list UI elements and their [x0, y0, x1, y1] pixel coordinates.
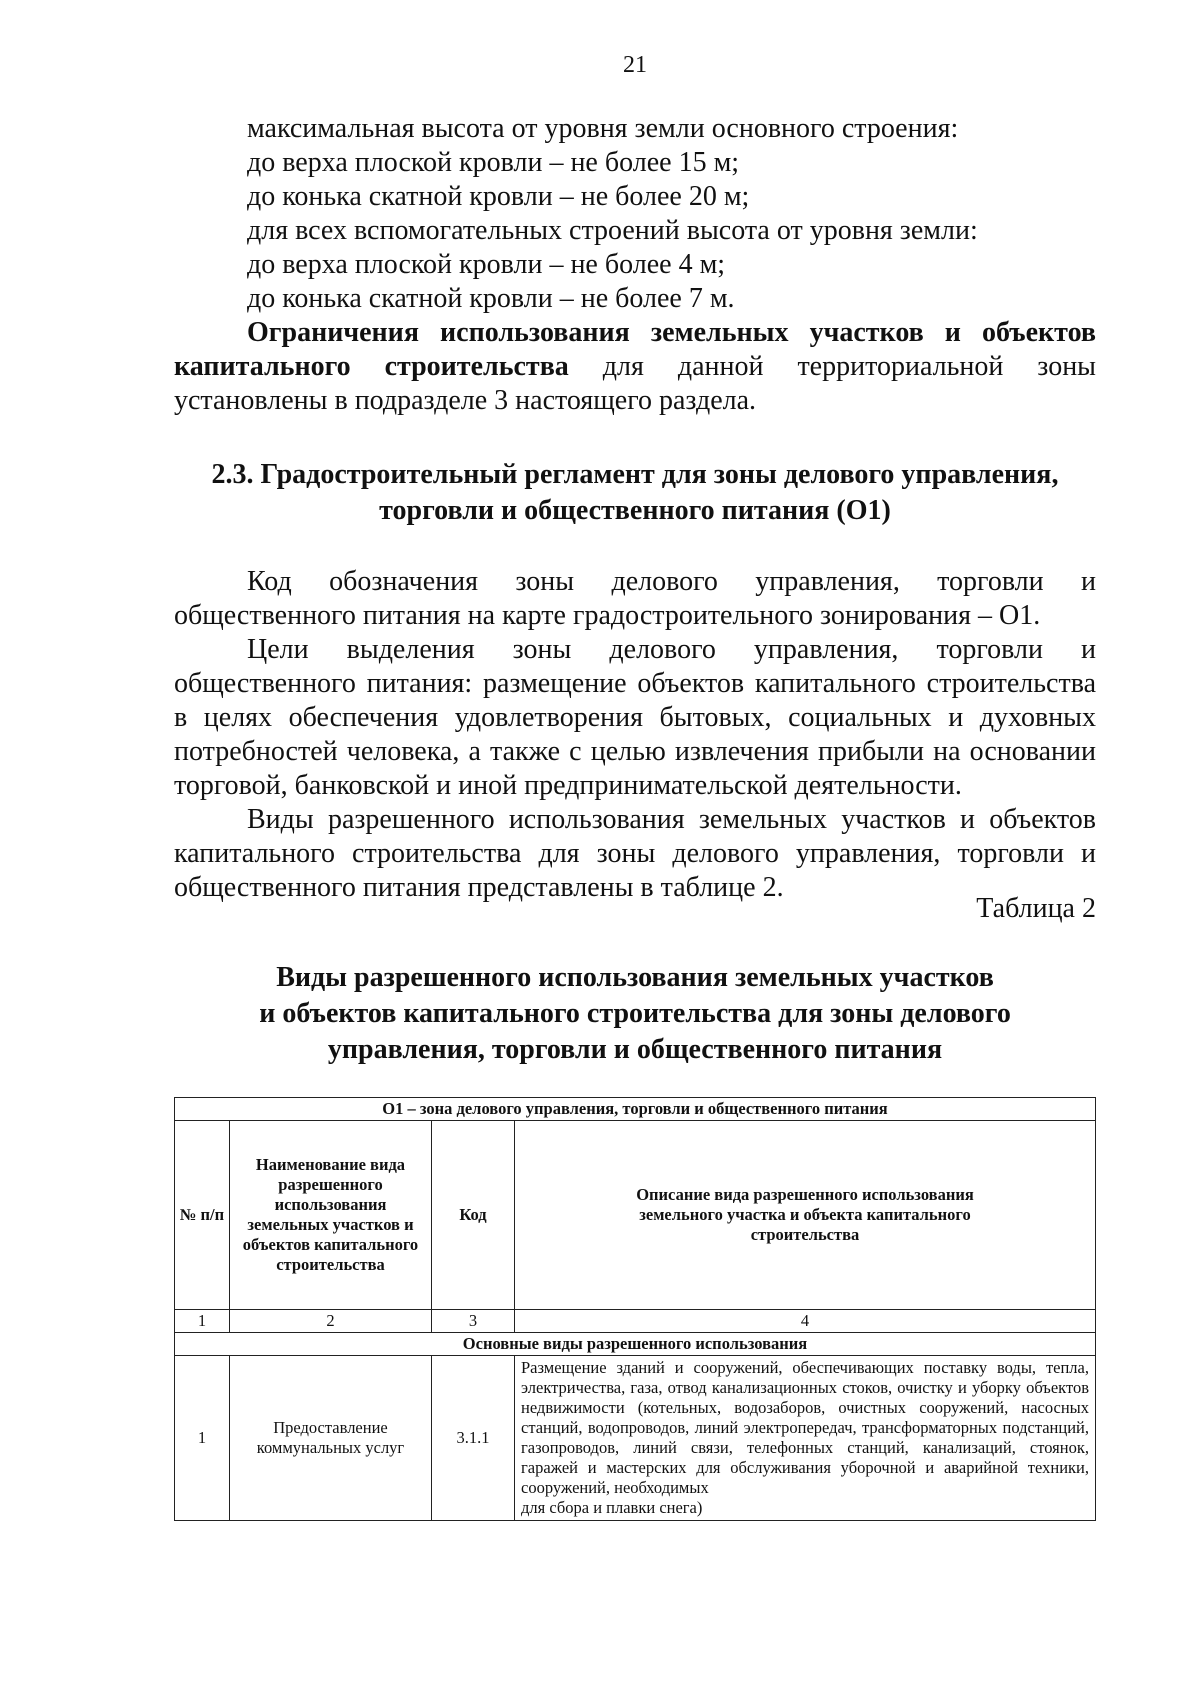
row-description: [515, 1356, 1096, 1521]
table-row: [175, 1356, 1096, 1521]
paragraph-line: общественного питания представлены в таблице 2.: [174, 872, 784, 903]
col-description-header: Описание вида разрешенного использования земельного участка и объекта капитального строительства: [515, 1121, 1096, 1310]
section-title: [174, 457, 1096, 529]
restrictions-bold: капитального строительства: [174, 351, 569, 382]
paragraph-line: общественного питания на карте градостроительного зонирования – О1.: [174, 600, 1041, 631]
paragraph-line: Цели выделения зоны делового управления, торговли и: [247, 634, 1096, 665]
table-title-line: Виды разрешенного использования земельных участков: [276, 962, 994, 993]
paragraph-line: капитального строительства для зоны делового управления, торговли и: [174, 838, 1096, 869]
column-index-row: [175, 1310, 1096, 1333]
section-row: [175, 1333, 1096, 1356]
table-title: [174, 960, 1096, 1068]
height-rule: максимальная высота от уровня земли основного строения:: [247, 113, 959, 144]
height-rule: до конька скатной кровли – не более 20 м;: [247, 181, 750, 212]
paragraph-line: торговой, банковской и иной предпринимательской деятельности.: [174, 770, 962, 801]
zone-header-row: [175, 1098, 1096, 1121]
paragraph-line: Виды разрешенного использования земельных участков и объектов: [247, 804, 1096, 835]
height-rule: до верха плоской кровли – не более 15 м;: [247, 147, 740, 178]
paragraph-line: потребностей человека, а также с целью извлечения прибыли на основании: [174, 736, 1096, 767]
section-title-line: 2.3. Градостроительный регламент для зоны делового управления,: [211, 459, 1059, 490]
table-title-line: и объектов капитального строительства для зоны делового: [259, 998, 1011, 1029]
col-index: 4: [515, 1310, 1096, 1333]
row-description-last: для сбора и плавки снега): [521, 1498, 703, 1517]
col-index: 2: [230, 1310, 432, 1333]
restrictions-line: [174, 350, 1096, 384]
col-name-header: Наименование вида разрешенного использования земельных участков и объектов капитального строительства: [230, 1121, 432, 1310]
row-name: Предоставление коммунальных услуг: [230, 1356, 432, 1521]
row-code: 3.1.1: [432, 1356, 515, 1521]
row-description-text: Размещение зданий и сооружений, обеспечивающих поставку воды, тепла, электричества, газа, отвод канализационных стоков, очистку и уборку объектов недвижимости (котельных, водозаборов, очистных сооружений, насосных станций, водопроводов, линий электропередач, трансформаторных подстанций, газопроводов, линий связи, телефонных станций, канализаций, стоянок, гаражей и мастерских для обслуживания уборочной и аварийной техники, сооружений, необходимых: [521, 1358, 1089, 1497]
paragraph-line: Код обозначения зоны делового управления, торговли и: [247, 566, 1096, 597]
table-title-line: управления, торговли и общественного питания: [327, 1034, 943, 1065]
section-title-line: торговли и общественного питания (О1): [379, 495, 891, 526]
height-rule: до конька скатной кровли – не более 7 м.: [247, 283, 735, 314]
zone-header: О1 – зона делового управления, торговли и общественного питания: [175, 1098, 1096, 1121]
col-index: 1: [175, 1310, 230, 1333]
col-index: 3: [432, 1310, 515, 1333]
section-main-label: Основные виды разрешенного использования: [175, 1333, 1096, 1356]
zoning-table: [174, 1097, 1096, 1521]
height-rule: до верха плоской кровли – не более 4 м;: [247, 249, 726, 280]
col-code-header: Код: [432, 1121, 515, 1310]
restrictions-line: установлены в подразделе 3 настоящего раздела.: [174, 385, 757, 416]
paragraph-line: общественного питания: размещение объектов капитального строительства: [174, 668, 1096, 699]
restrictions-line: Ограничения использования земельных участков и объектов: [247, 317, 1096, 348]
column-header-row: [175, 1121, 1096, 1310]
height-rule: для всех вспомогательных строений высота от уровня земли:: [247, 215, 978, 246]
height-rules-block: [174, 112, 1096, 418]
body-paragraphs: [174, 565, 1096, 905]
col-number-header: № п/п: [175, 1121, 230, 1310]
restrictions-rest: для данной территориальной зоны: [602, 351, 1096, 382]
row-number: 1: [175, 1356, 230, 1521]
page-number: 21: [623, 52, 647, 78]
table-caption: Таблица 2: [976, 893, 1096, 924]
paragraph-line: в целях обеспечения удовлетворения бытовых, социальных и духовных: [174, 702, 1096, 733]
